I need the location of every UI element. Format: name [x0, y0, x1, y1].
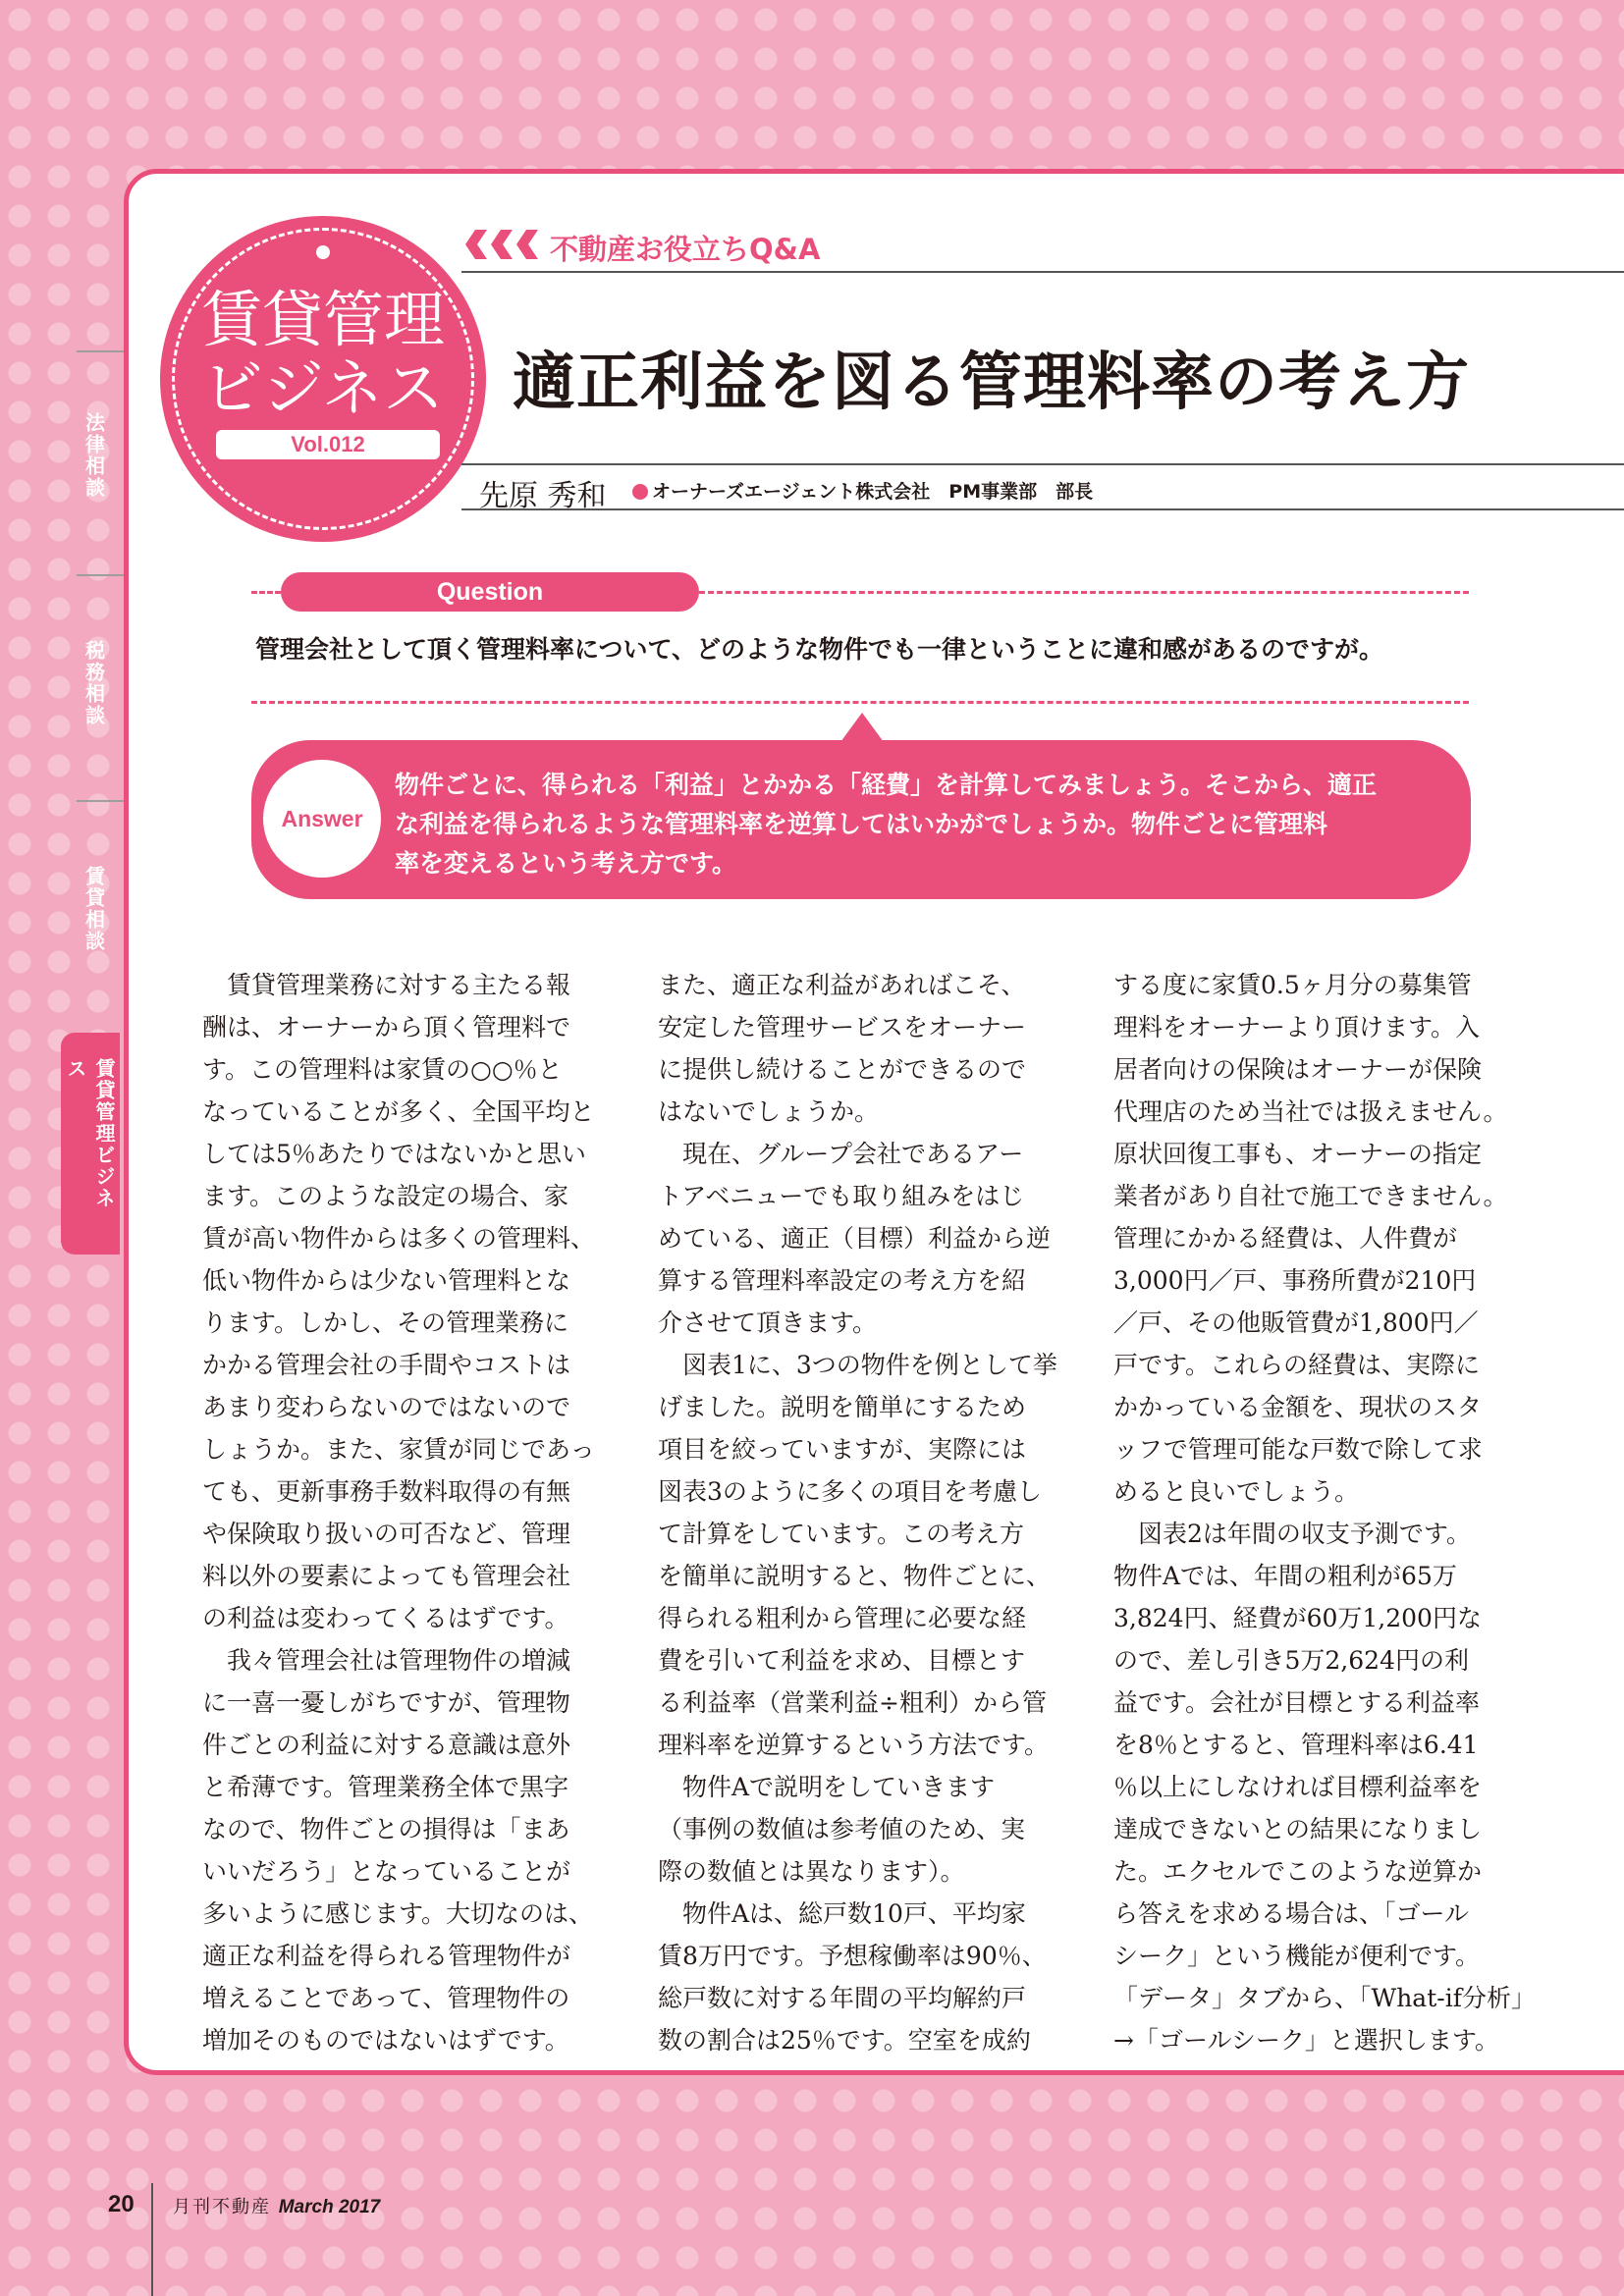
body-column-3 — [1113, 964, 1536, 2061]
body-text-line: めると良いでしょう。 — [1113, 1477, 1360, 1506]
side-divider — [77, 350, 124, 352]
body-text-line: 費を引いて利益を求め、目標とす — [658, 1646, 1026, 1675]
body-text-line: いいだろう」となっていることが — [202, 1857, 571, 1886]
body-text-line: を簡単に説明すると、物件ごとに、 — [658, 1562, 1052, 1590]
body-text-line: 賃8万円です。予想稼働率は90％、 — [658, 1942, 1047, 1970]
chevron-left-icon — [491, 230, 513, 259]
body-text-line: 賃が高い物件からは多くの管理料、 — [202, 1224, 596, 1253]
body-text-line: 料以外の要素によっても管理会社 — [202, 1562, 571, 1590]
body-text-line: トアベニューでも取り組みをはじ — [658, 1182, 1025, 1210]
side-divider — [77, 574, 124, 576]
question-dash — [251, 591, 281, 594]
page-title: 適正利益を図る管理料率の考え方 — [513, 347, 1470, 419]
body-text-line: 3,824円、経費が60万1,200円な — [1113, 1604, 1482, 1632]
body-text-line: ても、更新事務手数料取得の有無 — [202, 1477, 571, 1506]
body-text-line: 介させて頂きます。 — [658, 1308, 878, 1337]
body-text-line: 賃貸管理業務に対する主たる報 — [202, 971, 571, 999]
body-text-line: て計算をしています。この考え方 — [658, 1520, 1025, 1548]
body-text-line: 居者向けの保険はオーナーが保険 — [1113, 1055, 1483, 1084]
body-text-line: 物件Aでは、年間の粗利が65万 — [1113, 1562, 1457, 1590]
question-dash — [699, 591, 1469, 594]
body-text-line: ％以上にしなければ目標利益率を — [1113, 1773, 1483, 1801]
answer-text-line: 率を変えるという考え方です。 — [395, 849, 737, 878]
magazine-name: 月刊不動産 March 2017 — [173, 2197, 381, 2217]
body-text-line: 図表1に、3つの物件を例として挙 — [658, 1351, 1057, 1379]
body-text-line: 理料率を逆算するという方法です。 — [658, 1731, 1050, 1759]
body-text-line: に提供し続けることができるので — [658, 1055, 1027, 1084]
body-text-line: げました。説明を簡単にするため — [658, 1393, 1027, 1421]
body-text-line: 増加そのものではないはずです。 — [202, 2026, 569, 2055]
header-rule — [461, 508, 1624, 510]
body-text-line: 現在、グループ会社であるアー — [658, 1140, 1024, 1168]
body-text-line: や保険取り扱いの可否など、管理 — [202, 1520, 571, 1548]
body-text-line: 増えることであって、管理物件の — [202, 1984, 570, 2012]
answer-pointer — [840, 713, 884, 742]
series-label: 不動産お役立ちQ&A — [550, 233, 821, 266]
side-tab-rental-management[interactable]: 賃貸管理ビジネス — [61, 1033, 120, 1255]
question-dash — [251, 701, 1469, 704]
bullet-dot-icon — [632, 484, 648, 500]
body-text-line: しょうか。また、家賃が同じであっ — [202, 1435, 595, 1464]
body-text-line: ます。このような設定の場合、家 — [202, 1182, 569, 1210]
badge-volume: Vol.012 — [216, 430, 440, 459]
body-text-line: →「ゴールシーク」と選択します。 — [1113, 2026, 1499, 2055]
body-text-line: ／戸、その他販管費が1,800円／ — [1113, 1308, 1479, 1337]
footer-rule — [151, 2183, 153, 2296]
question-label: Question — [281, 572, 699, 612]
body-text-line: なので、物件ごとの損得は「まあ — [202, 1815, 570, 1843]
issue-date: March 2017 — [278, 2197, 381, 2217]
body-text-line: なっていることが多く、全国平均と — [202, 1097, 595, 1126]
body-text-line: 原状回復工事も、オーナーの指定 — [1113, 1140, 1483, 1168]
side-tab-rental[interactable]: 賃貸相談 — [81, 866, 106, 952]
body-text-line: 理料をオーナーより頂けます。入 — [1113, 1013, 1481, 1041]
author-name: 先原 秀和 — [479, 479, 607, 513]
body-text-line: 図表3のように多くの項目を考慮し — [658, 1477, 1042, 1506]
body-text-line: シーク」という機能が便利です。 — [1113, 1942, 1481, 1970]
body-text-line: 「データ」タブから、「What-if分析」 — [1113, 1984, 1536, 2012]
body-text-line: する度に家賃0.5ヶ月分の募集管 — [1113, 971, 1472, 999]
body-text-line: を8％とすると、管理料率は6.41 — [1113, 1731, 1479, 1759]
body-text-line: 物件Aで説明をしていきます — [658, 1773, 996, 1801]
chevron-left-icon — [465, 230, 487, 259]
series-badge — [160, 216, 486, 542]
body-text-line: 多いように感じます。大切なのは、 — [202, 1899, 594, 1928]
body-text-line: 安定した管理サービスをオーナー — [658, 1013, 1027, 1041]
side-divider — [77, 800, 124, 802]
body-text-line: めている、適正（目標）利益から逆 — [658, 1224, 1052, 1253]
header-rule — [461, 463, 1624, 465]
answer-text-line: な利益を得られるような管理料率を逆算してはいかがでしょうか。物件ごとに管理料 — [395, 810, 1328, 838]
body-text-line: はないでしょうか。 — [658, 1097, 880, 1126]
body-text-line: 代理店のため当社では扱えません。 — [1113, 1097, 1508, 1126]
body-text-line: る利益率（営業利益÷粗利）から管 — [658, 1688, 1047, 1717]
body-text-line: ッフで管理可能な戸数で除して求 — [1113, 1435, 1483, 1464]
badge-title-line1: 賃貸管理 — [200, 284, 445, 355]
badge-title-line2: ビジネス — [201, 352, 445, 424]
body-text-line: しては5％あたりではないかと思い — [202, 1140, 586, 1168]
body-text-line: に一喜一憂しがちですが、管理物 — [202, 1688, 570, 1717]
side-tab-legal[interactable]: 法律相談 — [81, 412, 106, 499]
question-text: 管理会社として頂く管理料率について、どのような物件でも一律ということに違和感があるのですが。 — [255, 635, 1384, 664]
badge-dot — [316, 245, 330, 259]
answer-label: Answer — [263, 760, 381, 878]
body-text-line: 益です。会社が目標とする利益率 — [1113, 1688, 1481, 1717]
body-text-line: の利益は変わってくるはずです。 — [202, 1604, 569, 1632]
body-column-2 — [658, 964, 1074, 2061]
body-text-line: 戸です。これらの経費は、実際に — [1113, 1351, 1481, 1379]
body-text-line: また、適正な利益があればこそ、 — [658, 971, 1026, 999]
body-text-line: 酬は、オーナーから頂く管理料で — [202, 1013, 571, 1041]
body-text-line: 業者があり自社で施工できません。 — [1113, 1182, 1508, 1210]
body-text-line: 際の数値とは異なります）。 — [658, 1857, 965, 1886]
chevron-left-icon — [516, 230, 538, 259]
body-text-line: ら答えを求める場合は、「ゴール — [1113, 1899, 1470, 1928]
body-text-line: 総戸数に対する年間の平均解約戸 — [658, 1984, 1027, 2012]
body-text-line: 件ごとの利益に対する意識は意外 — [202, 1731, 571, 1759]
body-text-line: す。この管理料は家賃の○○％と — [202, 1055, 563, 1084]
body-text-line: 算する管理料率設定の考え方を紹 — [658, 1266, 1027, 1295]
body-text-line: あまり変わらないのではないので — [202, 1393, 571, 1421]
body-text-line: かかっている金額を、現状のスタ — [1113, 1393, 1483, 1421]
answer-text-line: 物件ごとに、得られる「利益」とかかる「経費」を計算してみましょう。そこから、適正 — [395, 771, 1378, 799]
body-text-line: （事例の数値は参考値のため、実 — [658, 1815, 1026, 1843]
page-number: 20 — [108, 2191, 135, 2217]
body-text-line: 適正な利益を得られる管理物件が — [202, 1942, 571, 1970]
body-text-line: 管理にかかる経費は、人件費が — [1113, 1224, 1458, 1253]
body-text-line: 得られる粗利から管理に必要な経 — [658, 1604, 1027, 1632]
body-text-line: 物件Aは、総戸数10戸、平均家 — [658, 1899, 1026, 1928]
body-text-line: た。エクセルでこのような逆算か — [1113, 1857, 1483, 1886]
body-text-line: 項目を絞っていますが、実際には — [658, 1435, 1027, 1464]
body-text-line: 低い物件からは少ない管理料とな — [202, 1266, 571, 1295]
body-column-1 — [202, 964, 619, 2061]
body-text-line: ので、差し引き5万2,624円の利 — [1113, 1646, 1469, 1675]
side-tab-tax[interactable]: 税務相談 — [81, 640, 106, 726]
body-text-line: 数の割合は25％です。空室を成約 — [658, 2026, 1031, 2055]
body-text-line: 図表2は年間の収支予測です。 — [1113, 1520, 1471, 1548]
body-text-line: 我々管理会社は管理物件の増減 — [202, 1646, 571, 1675]
body-text-line: と希薄です。管理業務全体で黒字 — [202, 1773, 569, 1801]
body-text-line: かかる管理会社の手間やコストは — [202, 1351, 571, 1379]
author-affiliation: オーナーズエージェント株式会社 PM事業部 部長 — [632, 477, 1093, 504]
chevron-icons — [465, 230, 542, 259]
body-text-line: 3,000円／戸、事務所費が210円 — [1113, 1266, 1477, 1295]
header-rule — [461, 271, 1624, 273]
body-text-line: 達成できないとの結果になりまし — [1113, 1815, 1483, 1843]
body-text-line: ります。しかし、その管理業務に — [202, 1308, 569, 1337]
